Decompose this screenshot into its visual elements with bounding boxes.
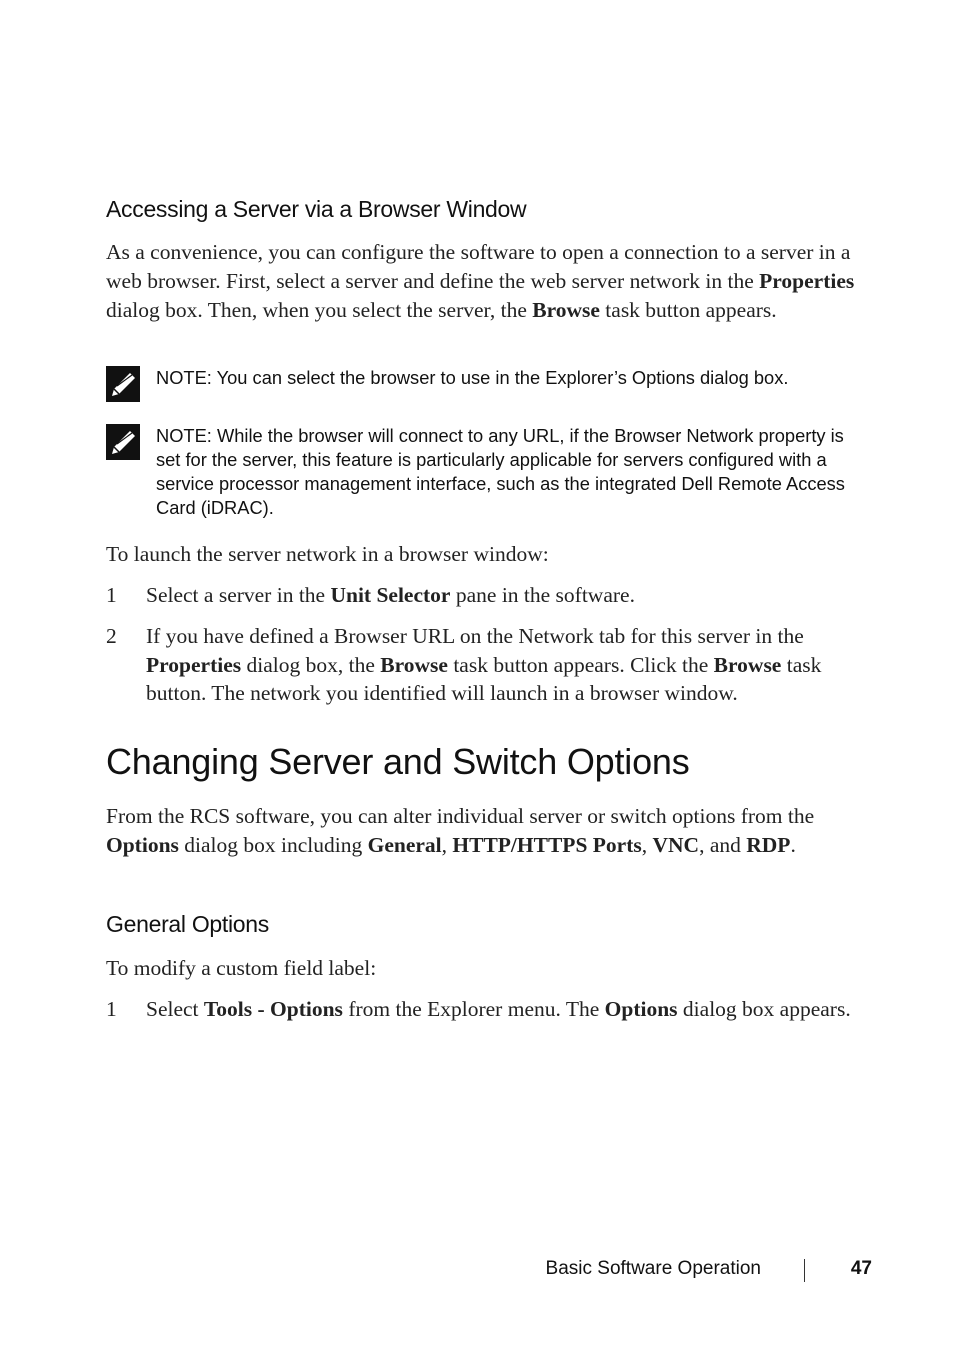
note-pencil-icon [106,366,140,402]
section-heading-browser-window: Accessing a Server via a Browser Window [106,196,527,222]
footer-divider [804,1259,805,1282]
launch-intro: To launch the server network in a browser window: [106,542,549,566]
general-options-intro: To modify a custom field label: [106,956,377,980]
footer-chapter-title: Basic Software Operation [545,1258,761,1279]
page-number: 47 [850,1258,872,1279]
unit-selector-term: Unit Selector [330,583,451,607]
options-paragraph: From the RCS software, you can alter individual server or switch options from the Options dialog box including General, HTTP/HTTPS Ports, VNC, and RDP. [106,804,815,857]
intro-paragraph: As a convenience, you can configure the software to open a connection to a server in a web browser. First, select a server and define the web server network in the Properties dialog box. Then, when you select the server, the Browse task button appears. [106,240,855,322]
section-heading-general-options: General Options [106,911,269,937]
note-text: NOTE: While the browser will connect to any URL, if the Browser Network property is set for the server, this feature is particularly applicable for servers configured with a service processor management interface, such as the integrated Dell Remote Access Card (iDRAC). [156,425,845,518]
properties-term: Properties [759,269,855,293]
browse-term: Browse [532,298,600,322]
section-heading-options: Changing Server and Switch Options [106,741,690,782]
page-footer [0,1258,954,1284]
note-text: NOTE: You can select the browser to use in the Explorer’s Options dialog box. [156,367,789,388]
note-pencil-icon [106,424,140,460]
